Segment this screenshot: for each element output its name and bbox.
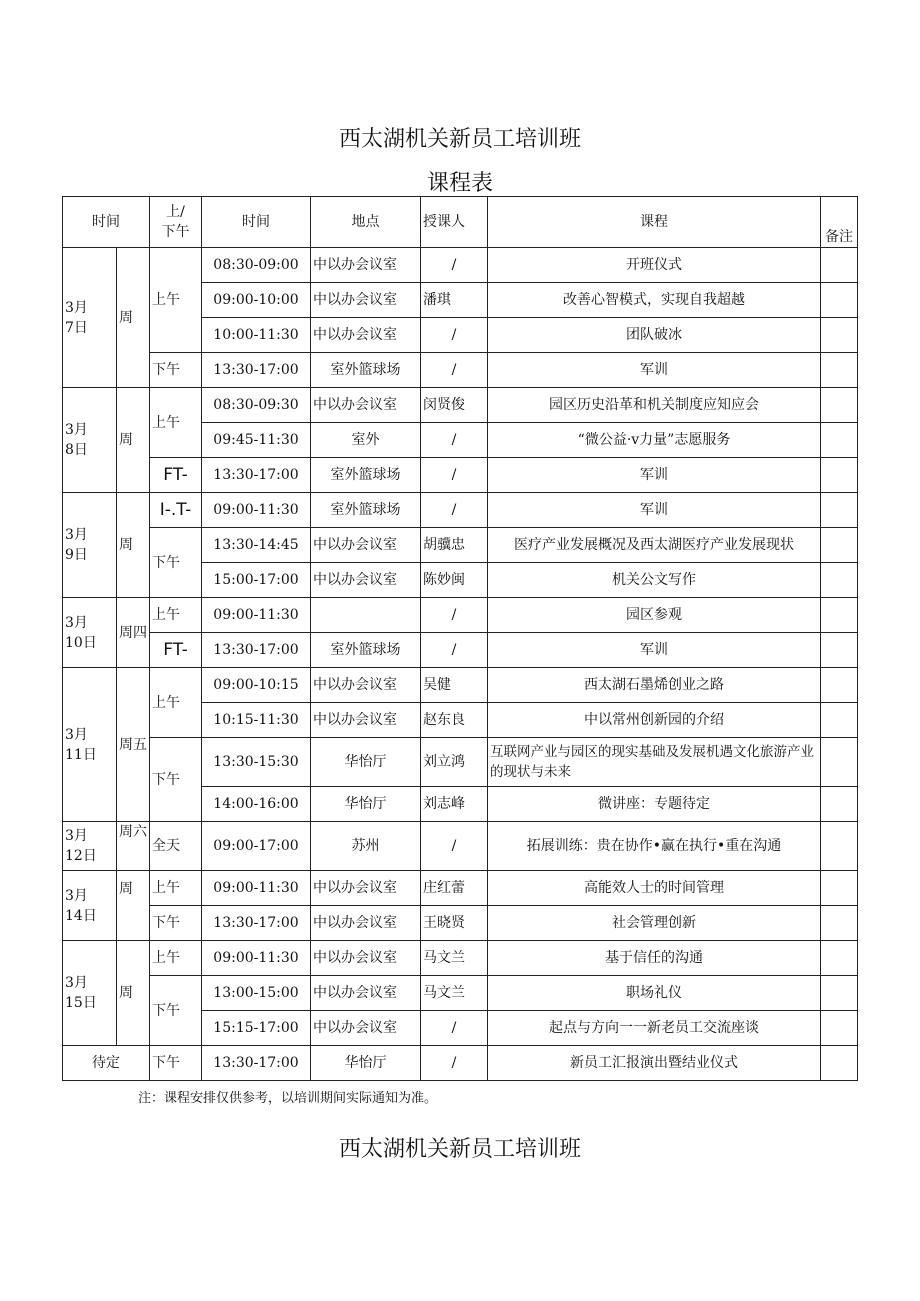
remark-cell [821,822,858,871]
time-cell: 09:00-11:30 [202,941,311,976]
place-cell: 中以办会议室 [311,528,421,563]
date-cell: 3月 14日 [63,871,117,941]
footer-title: 西太湖机关新员工培训班 [338,1137,581,1162]
header-time: 时间 [202,197,311,248]
remark-cell [821,458,858,493]
remark-cell [821,703,858,738]
remark-cell [821,318,858,353]
date-cell: 3月 10日 [63,598,117,668]
place-cell: 中以办会议室 [311,248,421,283]
teacher-cell: 赵东良 [421,703,488,738]
date-cell: 3月 12日 [63,822,117,871]
header-ampm-bottom: 下午 [161,224,190,240]
period-cell: 上午 [150,941,202,976]
table-row [63,458,858,493]
course-cell: 医疗产业发展概况及西太湖医疗产业发展现状 [488,528,821,563]
time-cell: 15:15-17:00 [202,1011,311,1046]
teacher-cell: 刘志峰 [421,787,488,822]
teacher-cell: / [421,598,488,633]
teacher-cell: / [421,423,488,458]
remark-cell [821,283,858,318]
weekday-cell: 周四 [117,598,150,668]
weekday-cell: 周 [117,493,150,598]
place-cell: 华怡厅 [311,738,421,787]
period-cell: 上午 [150,248,202,353]
time-cell: 08:30-09:30 [202,388,311,423]
weekday-cell: 周 [117,941,150,1046]
period-cell: 下午 [150,353,202,388]
teacher-cell: 马文兰 [421,941,488,976]
date-cell: 3月 9日 [63,493,117,598]
place-cell: 室外 [311,423,421,458]
table-row [63,528,858,563]
remark-cell [821,563,858,598]
period-cell: 下午 [150,906,202,941]
teacher-cell: / [421,822,488,871]
remark-cell [821,906,858,941]
table-row [63,388,858,423]
period-cell: 下午 [150,1046,202,1081]
weekday-cell: 周五 [117,668,150,822]
teacher-cell: / [421,353,488,388]
time-cell: 09:00-11:30 [202,598,311,633]
teacher-cell: 刘立鸿 [421,738,488,787]
date-cell: 3月 11日 [63,668,117,822]
time-cell: 09:00-11:30 [202,871,311,906]
teacher-cell: 王晓贤 [421,906,488,941]
page-title: 西太湖机关新员工培训班 [338,127,581,152]
place-cell: 室外篮球场 [311,458,421,493]
place-cell: 中以办会议室 [311,941,421,976]
teacher-cell: 胡骥忠 [421,528,488,563]
course-cell: 军训 [488,633,821,668]
place-cell: 中以办会议室 [311,1011,421,1046]
time-cell: 13:30-17:00 [202,353,311,388]
time-cell: 10:15-11:30 [202,703,311,738]
time-cell: 13:00-15:00 [202,976,311,1011]
time-cell: 13:30-17:00 [202,906,311,941]
course-cell: 社会管理创新 [488,906,821,941]
table-row [63,353,858,388]
table-row [63,598,858,633]
table-row [63,976,858,1011]
period-cell: 上午 [150,871,202,906]
remark-cell [821,598,858,633]
place-cell: 苏州 [311,822,421,871]
period-cell: 下午 [150,738,202,822]
date-cell: 3月 8日 [63,388,117,493]
table-row [63,633,858,668]
weekday-cell: 周 [117,248,150,388]
table-row [63,248,858,283]
header-date: 时间 [63,197,150,248]
remark-cell [821,976,858,1011]
period-cell: 下午 [150,976,202,1046]
table-row [63,1046,858,1081]
header-place: 地点 [311,197,421,248]
period-cell: FT- [150,458,202,493]
place-cell: 华怡厅 [311,787,421,822]
teacher-cell: / [421,493,488,528]
table-row [63,941,858,976]
course-cell: “微公益·v力量”志愿服务 [488,423,821,458]
table-row [63,738,858,787]
course-cell: 微讲座：专题待定 [488,787,821,822]
remark-cell [821,388,858,423]
place-cell: 室外篮球场 [311,353,421,388]
place-cell: 华怡厅 [311,1046,421,1081]
remark-cell [821,1046,858,1081]
place-cell: 中以办会议室 [311,906,421,941]
place-cell: 中以办会议室 [311,563,421,598]
remark-cell [821,738,858,787]
place-cell: 中以办会议室 [311,388,421,423]
header-remark: 备注 [821,197,858,248]
place-cell: 室外篮球场 [311,493,421,528]
date-cell: 3月 15日 [63,941,117,1046]
date-cell: 待定 [63,1046,150,1081]
header-course: 课程 [488,197,821,248]
teacher-cell: / [421,248,488,283]
time-cell: 15:00-17:00 [202,563,311,598]
table-row [63,822,858,871]
course-cell: 起点与方向一一新老员工交流座谈 [488,1011,821,1046]
header-teacher: 授课人 [421,197,488,248]
schedule-table [62,196,858,1081]
teacher-cell: / [421,1046,488,1081]
teacher-cell: / [421,1011,488,1046]
period-cell: FT- [150,633,202,668]
course-cell: 基于信任的沟通 [488,941,821,976]
time-cell: 14:00-16:00 [202,787,311,822]
course-cell: 军训 [488,353,821,388]
table-row [63,668,858,703]
place-cell: 中以办会议室 [311,318,421,353]
remark-cell [821,423,858,458]
remark-cell [821,248,858,283]
remark-cell [821,493,858,528]
time-cell: 08:30-09:00 [202,248,311,283]
time-cell: 09:00-10:15 [202,668,311,703]
course-cell: 高能效人士的时间管理 [488,871,821,906]
course-cell: 开班仪式 [488,248,821,283]
time-cell: 13:30-17:00 [202,633,311,668]
course-cell: 改善心智模式，实现自我超越 [488,283,821,318]
place-cell: 中以办会议室 [311,283,421,318]
header-ampm-top: 上/ [166,204,185,220]
time-cell: 13:30-15:30 [202,738,311,787]
teacher-cell: 马文兰 [421,976,488,1011]
time-cell: 09:00-10:00 [202,283,311,318]
header-row [63,197,858,248]
time-cell: 13:30-17:00 [202,1046,311,1081]
remark-cell [821,787,858,822]
teacher-cell: / [421,458,488,493]
footnote: 注：课程安排仅供参考，以培训期间实际通知为准。 [138,1091,438,1106]
place-cell: 室外篮球场 [311,633,421,668]
period-cell: 上午 [150,668,202,738]
remark-cell [821,1011,858,1046]
remark-cell [821,871,858,906]
place-cell: 中以办会议室 [311,871,421,906]
teacher-cell: 吴健 [421,668,488,703]
course-cell: 军训 [488,458,821,493]
weekday-cell: 周 [117,388,150,493]
teacher-cell: 庄红蕾 [421,871,488,906]
weekday-cell: 周六 [117,822,150,871]
course-cell: 机关公文写作 [488,563,821,598]
table-row [63,493,858,528]
course-cell: 拓展训练：贵在协作•赢在执行•重在沟通 [488,822,821,871]
course-cell: 中以常州创新园的介绍 [488,703,821,738]
course-cell: 西太湖石墨烯创业之路 [488,668,821,703]
time-cell: 10:00-11:30 [202,318,311,353]
place-cell [311,598,421,633]
period-cell: 上午 [150,598,202,633]
course-cell: 互联网产业与园区的现实基础及发展机遇文化旅游产业的现状与未来 [488,738,821,787]
course-cell: 新员工汇报演出暨结业仪式 [488,1046,821,1081]
time-cell: 13:30-14:45 [202,528,311,563]
remark-cell [821,528,858,563]
time-cell: 09:00-11:30 [202,493,311,528]
period-cell: 下午 [150,528,202,598]
remark-cell [821,353,858,388]
place-cell: 中以办会议室 [311,668,421,703]
period-cell: I-.T- [150,493,202,528]
remark-cell [821,633,858,668]
period-cell: 上午 [150,388,202,458]
period-cell: 全天 [150,822,202,871]
course-cell: 团队破冰 [488,318,821,353]
time-cell: 09:45-11:30 [202,423,311,458]
time-cell: 13:30-17:00 [202,458,311,493]
teacher-cell: / [421,318,488,353]
table-row [63,906,858,941]
place-cell: 中以办会议室 [311,703,421,738]
page-subtitle: 课程表 [426,171,493,196]
header-ampm [150,197,202,248]
table-row [63,871,858,906]
teacher-cell: 闵贤俊 [421,388,488,423]
time-cell: 09:00-17:00 [202,822,311,871]
weekday-cell: 周 [117,871,150,941]
remark-cell [821,668,858,703]
course-cell: 职场礼仪 [488,976,821,1011]
remark-cell [821,941,858,976]
course-cell: 园区参观 [488,598,821,633]
course-cell: 军训 [488,493,821,528]
teacher-cell: 陈妙闽 [421,563,488,598]
place-cell: 中以办会议室 [311,976,421,1011]
teacher-cell: / [421,633,488,668]
teacher-cell: 潘琪 [421,283,488,318]
course-cell: 园区历史沿革和机关制度应知应会 [488,388,821,423]
date-cell: 3月 7日 [63,248,117,388]
